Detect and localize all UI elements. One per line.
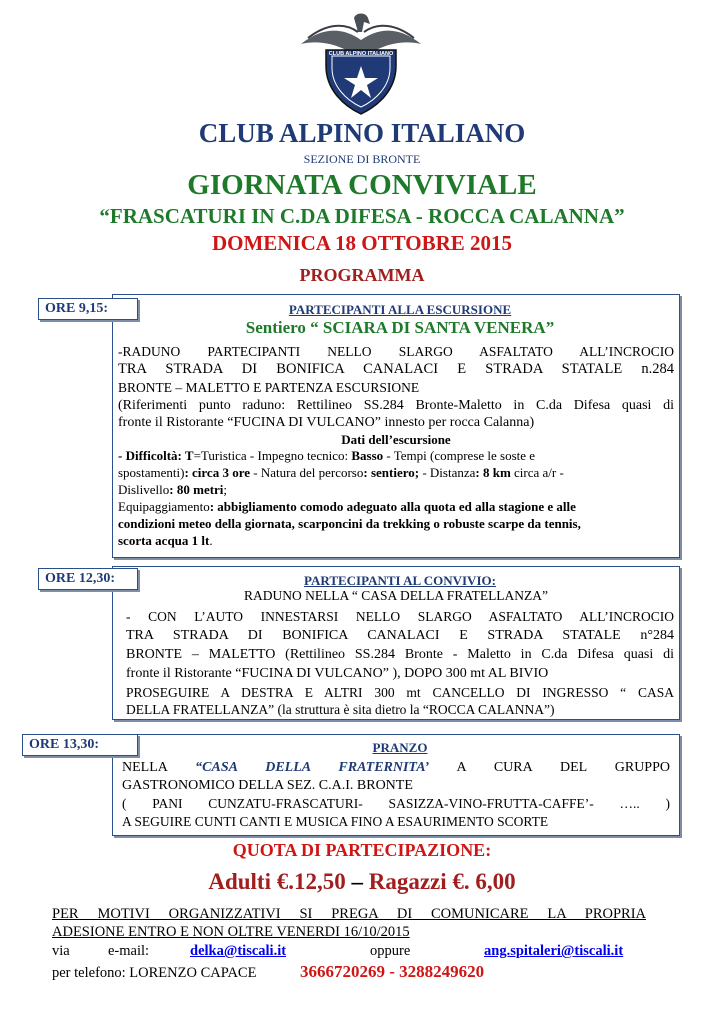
dati-text: : 80 metri — [169, 482, 224, 497]
convivio-line: BRONTE – MALETTO (Rettilineo SS.284 Bronte - Maletto in C.da Difesa quasi di — [126, 647, 674, 662]
price-dash: – — [345, 869, 369, 894]
dati-text: Basso — [351, 448, 384, 463]
dati-text: T — [184, 448, 194, 463]
pranzo-title: PRANZO — [372, 740, 428, 755]
equip-line-1 — [118, 498, 674, 515]
logo-text: CLUB ALPINO ITALIANO — [328, 51, 394, 57]
escursione-line: -RADUNO PARTECIPANTI NELLO SLARGO ASFALTATO ALL’INCROCIO — [118, 344, 674, 359]
convivio-line: fronte il Ristorante “FUCINA DI VULCANO” ), DOPO 300 mt AL BIVIO — [126, 666, 549, 681]
equip-line-3 — [118, 532, 674, 549]
event-title: GIORNATA CONVIVIALE — [187, 169, 537, 201]
price-ragazzi: Ragazzi €. 6,00 — [368, 869, 516, 894]
price-adulti: Adulti €.12,50 — [208, 869, 346, 894]
footer-phone-label: per telefono: LORENZO CAPACE — [52, 965, 257, 981]
pranzo-text: “CASA DELLA FRATERNITA’ — [195, 760, 430, 775]
club-title: CLUB ALPINO ITALIANO — [198, 118, 526, 148]
convivio-line: - CON L’AUTO INNESTARSI NELLO SLARGO ASFALTATO ALL’INCROCIO — [126, 609, 674, 624]
footer-oppure: oppure — [370, 943, 411, 959]
dati-text: - Tempi (comprese le soste e — [383, 448, 536, 463]
footer-phones: 3666720269 - 3288249620 — [300, 962, 485, 981]
pranzo-line: ( PANI CUNZATU-FRASCATURI- SASIZZA-VINO-FRUTTA-CAFFE’- ….. ) — [122, 796, 670, 811]
dati-text: - Difficoltà: — [118, 448, 185, 463]
time-tag-3: ORE 13,30: — [22, 734, 138, 756]
email-link-2[interactable]: ang.spitaleri@tiscali.it — [484, 943, 624, 959]
convivio-line: RADUNO NELLA “ CASA DELLA FRATELLANZA” — [243, 588, 549, 603]
dati-text: Dislivello — [118, 482, 170, 497]
escursione-line: TRA STRADA DI BONIFICA CANALACI E STRADA STATALE n.284 — [118, 361, 674, 377]
route-title: “FRASCATURI IN C.DA DIFESA - ROCCA CALANNA” — [99, 204, 625, 228]
convivio-line: PROSEGUIRE A DESTRA E ALTRI 300 mt CANCELLO DI INGRESSO “ CASA — [126, 685, 674, 700]
time-tag-2: ORE 12,30: — [38, 568, 138, 590]
dati-text: circa a/r - — [510, 465, 564, 480]
dati-line-1 — [118, 447, 674, 464]
dati-text: =Turistica - Impegno tecnico: — [193, 448, 352, 463]
escursione-line: fronte il Ristorante “FUCINA DI VULCANO” innesto per rocca Calanna) — [118, 415, 535, 430]
quota-title: QUOTA DI PARTECIPAZIONE: — [232, 840, 492, 860]
dati-text: : circa 3 ore — [184, 465, 251, 480]
footer-via: via — [52, 943, 70, 959]
escursione-title: PARTECIPANTI ALLA ESCURSIONE — [288, 302, 512, 317]
dati-title: Dati dell’escursione — [341, 432, 451, 447]
dati-text: : sentiero; — [363, 465, 420, 480]
section-subtitle: SEZIONE DI BRONTE — [303, 152, 421, 166]
pranzo-text: NELLA — [122, 760, 196, 775]
equip-text: Equipaggiamento — [118, 499, 210, 514]
footer-line-2: ADESIONE ENTRO E NON OLTRE VENERDI 16/10/2015 — [52, 924, 410, 940]
convivio-line: DELLA FRATELLANZA” (la struttura è sita dietro la “ROCCA CALANNA”) — [126, 702, 555, 717]
sentiero-title: Sentiero “ SCIARA DI SANTA VENERA” — [245, 318, 555, 337]
equip-line-2: condizioni meteo della giornata, scarponcini da trekking o robuste scarpe da tennis, — [118, 516, 581, 531]
event-date: DOMENICA 18 OTTOBRE 2015 — [211, 231, 513, 255]
dati-line-3 — [118, 481, 674, 498]
pranzo-line: GASTRONOMICO DELLA SEZ. C.A.I. BRONTE — [122, 778, 413, 793]
escursione-line: (Riferimenti punto raduno: Rettilineo SS.284 Bronte-Maletto in C.da Difesa quasi di — [118, 398, 674, 413]
equip-text: : abbigliamento comodo adeguato alla quota ed alla stagione e alle — [209, 499, 576, 514]
pranzo-line-1 — [122, 759, 670, 776]
footer-line-1: PER MOTIVI ORGANIZZATIVI SI PREGA DI COMUNICARE LA PROPRIA — [52, 906, 646, 922]
pranzo-text: A CURA DEL GRUPPO — [429, 760, 670, 775]
equip-text: scorta acqua 1 lt — [118, 533, 210, 548]
convivio-line: TRA STRADA DI BONIFICA CANALACI E STRADA STATALE n°284 — [126, 628, 674, 643]
dati-text: : 8 km — [475, 465, 511, 480]
dati-line-2 — [118, 464, 674, 481]
footer-email-label: e-mail: — [108, 943, 150, 959]
quota-prices — [0, 869, 724, 895]
escursione-line: BRONTE – MALETTO E PARTENZA ESCURSIONE — [118, 380, 420, 395]
dati-text: ; — [223, 482, 228, 497]
convivio-title: PARTECIPANTI AL CONVIVIO: — [304, 573, 496, 588]
time-tag-1: ORE 9,15: — [38, 298, 138, 320]
dati-text: - Distanza — [419, 465, 476, 480]
dati-text: - Natura del percorso — [250, 465, 364, 480]
email-link-1[interactable]: delka@tiscali.it — [190, 943, 287, 959]
cai-logo — [296, 10, 426, 118]
dati-text: spostamenti) — [118, 465, 185, 480]
pranzo-line: A SEGUIRE CUNTI CANTI E MUSICA FINO A ESAURIMENTO SCORTE — [122, 814, 549, 829]
programma-heading: PROGRAMMA — [299, 265, 425, 285]
equip-text: . — [209, 533, 213, 548]
